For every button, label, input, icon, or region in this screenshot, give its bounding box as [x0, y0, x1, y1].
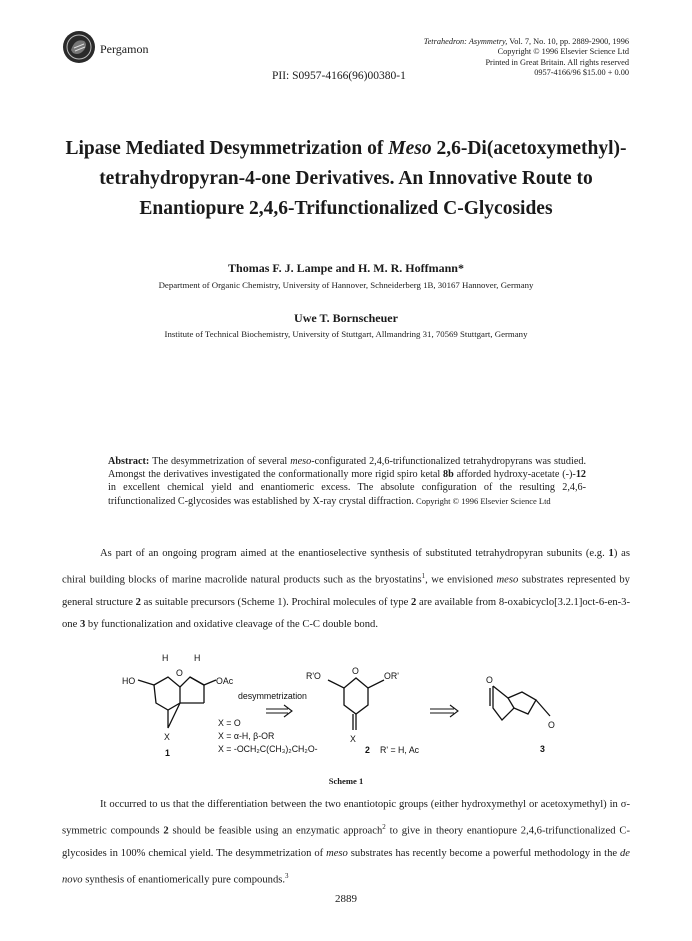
label-x-2: X	[350, 734, 356, 744]
scheme-1-diagram	[118, 650, 588, 780]
journal-copyright: Copyright © 1996 Elsevier Science Ltd	[497, 47, 629, 57]
abstract-copyright: Copyright © 1996 Elsevier Science Ltd	[413, 495, 551, 506]
label-h-right: H	[194, 653, 201, 663]
abstract-meso: meso	[290, 456, 312, 467]
label-o-ketone: O	[548, 720, 555, 730]
title-line1-a: Lipase Mediated Desymmetrization of	[65, 138, 389, 159]
label-oac: OAc	[216, 676, 234, 686]
citation-ref: 2	[382, 823, 386, 832]
abstract-label: Abstract:	[108, 456, 150, 467]
body-paragraph-1	[62, 543, 630, 637]
page-number: 2889	[335, 893, 357, 905]
title-line2: tetrahydropyran-4-one Derivatives. An Innovative Route to	[99, 168, 593, 189]
label-o-ring-2: O	[352, 666, 359, 676]
r-definition: R' = H, Ac	[380, 745, 420, 755]
abstract	[108, 455, 586, 508]
author-affiliation-2: Institute of Technical Biochemistry, University of Stuttgart, Allmandring 31, 70569 Stuttgart, Germany	[164, 329, 528, 339]
compound-number-2: 2	[365, 745, 370, 755]
label-x-1: X	[164, 732, 170, 742]
pii-code: PII: S0957-4166(96)00380-1	[272, 70, 406, 82]
title-line3: Enantiopure 2,4,6-Trifunctionalized C-Glycosides	[139, 198, 553, 219]
de-novo-italic: de novo	[62, 848, 630, 886]
abstract-text: The desymmetrization of several	[149, 456, 291, 467]
label-o-bridge: O	[486, 675, 493, 685]
compound-ref: 8b	[443, 469, 454, 481]
abstract-text: in excellent chemical yield and enantiomeric excess. The absolute configuration of the resulting 2,4,6-trifunctionalized C-glycosides was established by X-ray crystal diffraction.	[108, 482, 586, 507]
x-equals-ketal: X = -OCH₂C(CH₃)₂CH₂O-	[218, 744, 318, 754]
x-equals-alpha: X = α-H, β-OR	[218, 731, 275, 741]
body-text: , we envisioned	[425, 574, 497, 586]
publisher-name: Pergamon	[100, 42, 149, 56]
body-text: ) as chiral building blocks of marine macrolide natural products such as the bryostatins	[62, 548, 630, 586]
body-text: It occurred to us that the differentiation between the two enantiotopic groups (either hydroxymethyl or acetoxymethyl) in σ-symmetric compounds	[62, 799, 630, 837]
body-text: by functionalization and oxidative cleavage of the C-C double bond.	[85, 619, 378, 631]
abstract-text: afforded hydroxy-acetate (-)-	[453, 469, 576, 481]
label-ro-left: R'O	[306, 671, 321, 681]
body-text: substrates has recently become a powerful methodology in the	[347, 848, 620, 860]
body-text: should be feasible using an enzymatic approach	[168, 825, 383, 837]
meso-italic: meso	[326, 848, 348, 860]
compound-ref: 3	[79, 619, 86, 631]
journal-price: 0957-4166/96 $15.00 + 0.00	[534, 68, 629, 78]
journal-name: Tetrahedron: Asymmetry,	[423, 37, 508, 46]
label-h-left: H	[162, 653, 169, 663]
meso-italic: meso	[496, 574, 519, 586]
compound-number-1: 1	[165, 748, 170, 758]
arrow-label: desymmetrization	[238, 691, 307, 701]
journal-info	[424, 37, 629, 79]
body-text: synthesis of enantiomerically pure compounds.	[82, 874, 286, 886]
compound-3-structure	[490, 686, 550, 720]
label-o-ring-1: O	[176, 668, 183, 678]
x-equals-o: X = O	[218, 718, 241, 728]
body-text: substrates represented by general structure	[62, 574, 630, 609]
compound-ref: 12	[575, 469, 586, 481]
title-line1-b: 2,6-Di(acetoxymethyl)-	[431, 138, 627, 159]
article-title	[40, 134, 652, 224]
right-double-arrow-icon	[430, 705, 458, 717]
compound-ref: 2	[135, 597, 141, 609]
abstract-text: -configurated 2,4,6-trifunctionalized tetrahydropyrans was studied. Amongst the derivatives investigated the conformationally more rigid spiro ketal	[108, 456, 586, 481]
publisher-logo-icon	[62, 30, 96, 64]
compound-number-3: 3	[540, 744, 545, 754]
body-text: as suitable precursors (Scheme 1). Prochiral molecules of type	[140, 597, 412, 609]
citation-ref: 3	[285, 872, 289, 881]
compound-ref: 1	[608, 548, 614, 559]
journal-printed: Printed in Great Britain. All rights reserved	[485, 57, 629, 67]
body-text: to give in theory enantiopure 2,4,6-trifunctionalized C-glycosides in 100% chemical yield. The desymmetrization of	[62, 825, 630, 860]
body-paragraph-2	[62, 794, 630, 892]
journal-volume: Vol. 7, No. 10, pp. 2889-2900, 1996	[509, 37, 629, 46]
title-meso: Meso	[388, 138, 432, 159]
author-names-1: Thomas F. J. Lampe and H. M. R. Hoffmann*	[228, 261, 464, 275]
compound-ref: 2	[411, 597, 417, 609]
scheme-caption: Scheme 1	[328, 776, 364, 786]
compound-2-structure	[328, 678, 384, 730]
body-text: are available from 8-oxabicyclo[3.2.1]oct-6-en-3-one	[62, 597, 631, 631]
author-affiliation-1: Department of Organic Chemistry, University of Hannover, Schneiderberg 1B, 30167 Hannover, Germany	[158, 280, 534, 290]
compound-ref: 2	[163, 825, 169, 837]
body-text: As part of an ongoing program aimed at the enantioselective synthesis of substituted tetrahydropyran subunits (e.g.	[100, 548, 609, 559]
label-or-right: OR'	[384, 671, 399, 681]
author-names-2: Uwe T. Bornscheuer	[294, 311, 398, 325]
compound-1-structure	[138, 677, 216, 728]
label-ho: HO	[122, 676, 136, 686]
citation-ref: 1	[421, 572, 426, 581]
left-double-arrow-icon	[266, 705, 292, 717]
